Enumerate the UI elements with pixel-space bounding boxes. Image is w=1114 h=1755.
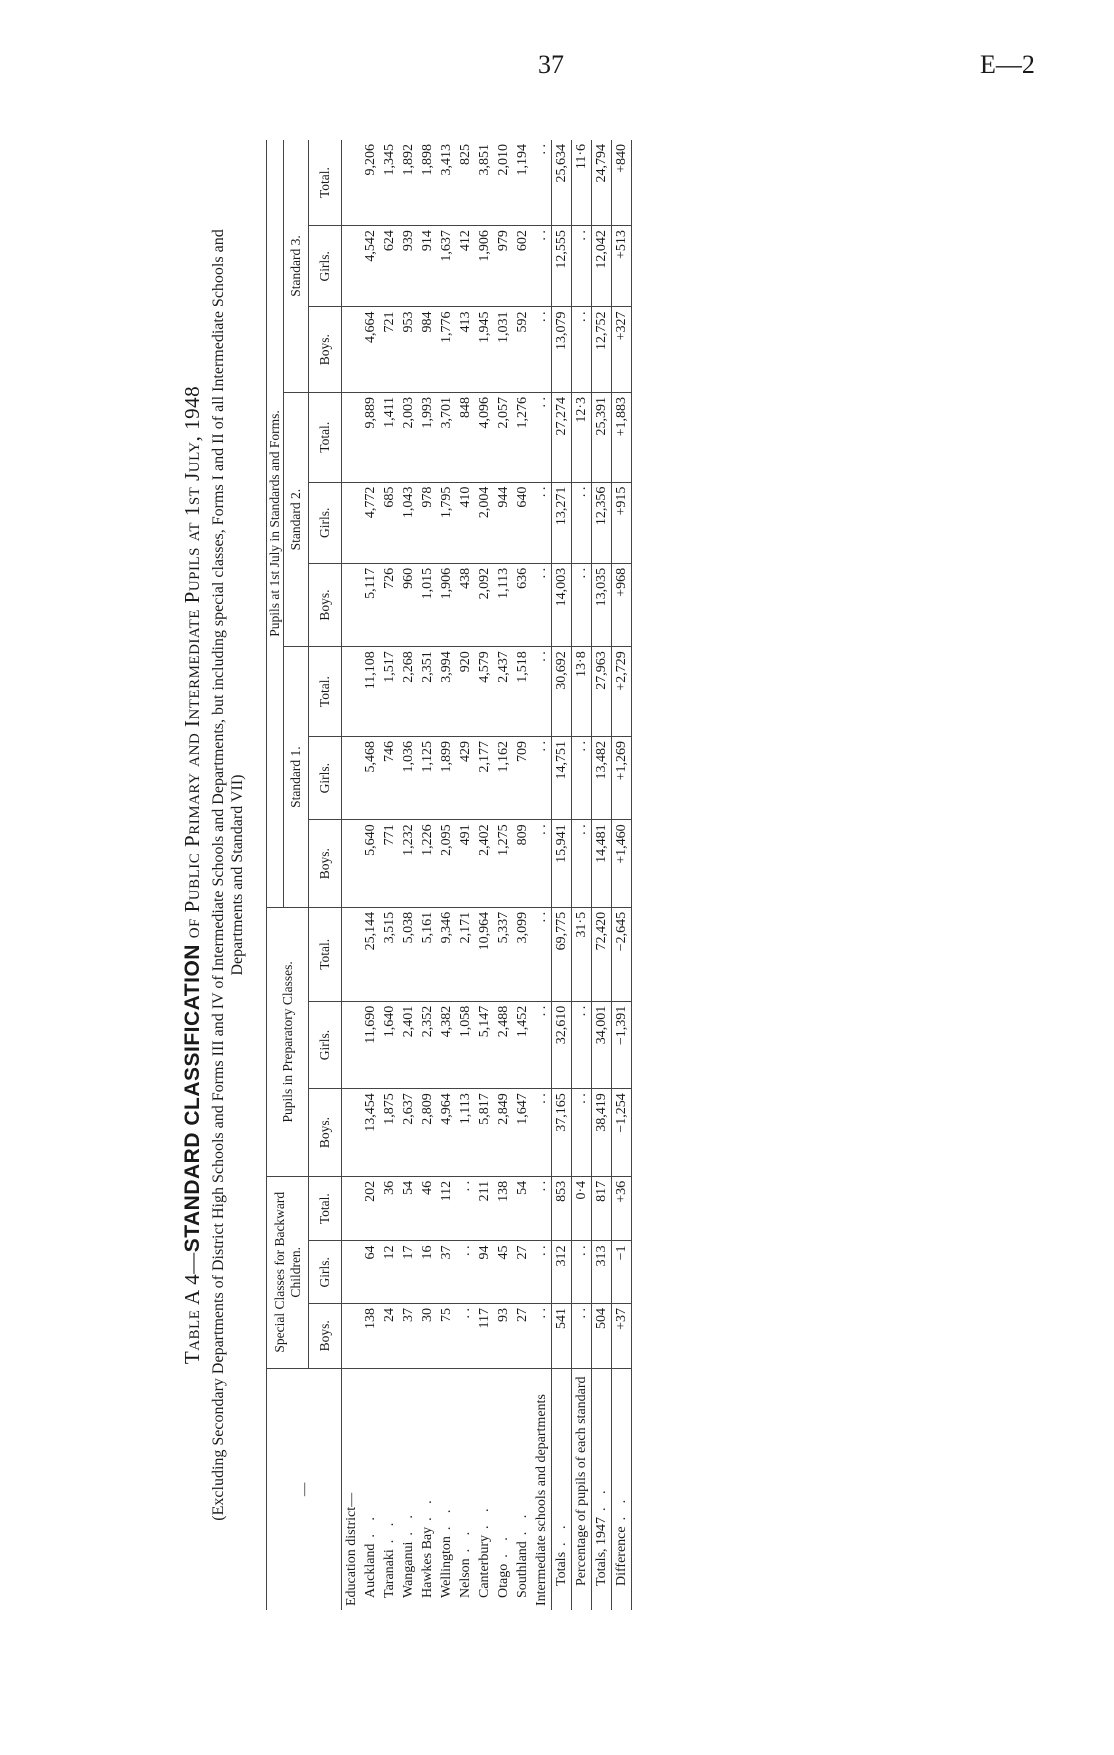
table-cell: 138 (361, 1304, 380, 1369)
table-cell: . . (572, 1001, 592, 1089)
col-girls: Girls. (309, 482, 342, 563)
row-label-text: Totals, 1947 (594, 1516, 609, 1586)
col-girls: Girls. (309, 226, 342, 307)
table-cell: 34,001 (592, 1001, 612, 1089)
table-cell: +1,460 (612, 820, 632, 908)
table-cell: 1,226 (418, 820, 437, 908)
table-cell: 30 (418, 1304, 437, 1369)
table-cell: 14,751 (552, 736, 572, 819)
table-cell: . . (572, 1241, 592, 1304)
table-cell: +36 (612, 1176, 632, 1241)
row-label-text: Canterbury (477, 1535, 492, 1598)
table-cell: . . (534, 144, 549, 155)
table-cell: +327 (612, 307, 632, 392)
table-cell: 412 (456, 226, 475, 307)
table-row (418, 140, 437, 1610)
table-cell: . . (532, 1089, 552, 1177)
stub-header: — (267, 1368, 342, 1610)
table-cell: 13,454 (361, 1089, 380, 1177)
table-cell: 10,964 (475, 907, 494, 1001)
table-cell: 5,817 (475, 1089, 494, 1177)
table-cell: 541 (552, 1304, 572, 1369)
table-cell: . . (572, 736, 592, 819)
table-cell: . . (456, 1241, 475, 1304)
table-cell: 11,108 (361, 647, 380, 737)
table-cell: 5,337 (494, 907, 513, 1001)
table-cell: 30,692 (552, 647, 572, 737)
table-subtitle: (Excluding Secondary Departments of District High Schools and Forms III and IV of Intermediate Schools and Departments, but including special classes, Forms I and II of all Intermediate Schools and Departments and Standard VII) (210, 229, 246, 1521)
table-cell: 13,079 (552, 307, 572, 392)
col-girls: Girls. (309, 1241, 342, 1304)
row-label-text: Hawkes Bay (420, 1526, 435, 1598)
table-cell: 746 (380, 736, 399, 819)
table-cell: 17 (399, 1241, 418, 1304)
leader-dots (534, 1388, 549, 1394)
table-cell: 14,481 (592, 820, 612, 908)
table-cell: 32,610 (552, 1001, 572, 1089)
table-cell: 2,268 (399, 647, 418, 737)
table-row (532, 140, 552, 1610)
table-cell: 5,161 (418, 907, 437, 1001)
table-cell: 853 (552, 1176, 572, 1241)
table-cell: . . (572, 1304, 592, 1369)
table-cell: . . (532, 482, 552, 563)
row-label (513, 1368, 532, 1610)
table-cell: 9,206 (363, 144, 378, 176)
table-cell: 1,113 (494, 563, 513, 646)
table-cell: +513 (612, 226, 632, 307)
row-label (418, 1368, 437, 1610)
row-label-text: Auckland (363, 1543, 378, 1598)
table-cell: 4,664 (361, 307, 380, 392)
table-row (456, 140, 475, 1610)
row-label (456, 1368, 475, 1610)
table-cell: +37 (612, 1304, 632, 1369)
table-cell: 1,162 (494, 736, 513, 819)
table-cell: 2,004 (475, 482, 494, 563)
page-number: 37 (538, 50, 564, 79)
classification-table (266, 140, 632, 1610)
col-total: Total. (309, 907, 342, 1001)
table-cell: 13·8 (572, 647, 592, 737)
row-label (380, 1368, 399, 1610)
table-cell: 11,690 (361, 1001, 380, 1089)
table-cell: 3,701 (437, 392, 456, 482)
row-label (494, 1368, 513, 1610)
col-boys: Boys. (309, 563, 342, 646)
table-cell: . . (532, 820, 552, 908)
table-cell: . . (572, 307, 592, 392)
leader-dots: . . (554, 1520, 569, 1546)
table-cell: 953 (399, 307, 418, 392)
row-label-text: Wanganui (401, 1541, 416, 1598)
table-cell: 12,752 (592, 307, 612, 392)
table-cell: 37 (437, 1241, 456, 1304)
row-label (592, 1368, 612, 1610)
table-cell: . . (572, 226, 592, 307)
col-boys: Boys. (309, 820, 342, 908)
table-cell: . . (456, 1176, 475, 1241)
row-label (572, 1368, 592, 1610)
table-cell: 1,031 (494, 307, 513, 392)
table-cell: 12 (380, 1241, 399, 1304)
row-label-text: Totals (554, 1551, 569, 1586)
table-cell: 0·4 (572, 1176, 592, 1241)
table-cell: 978 (418, 482, 437, 563)
table-cell: . . (532, 647, 552, 737)
row-label-text: Wellington (439, 1536, 454, 1598)
table-cell: 2,095 (437, 820, 456, 908)
table-cell: 38,419 (592, 1089, 612, 1177)
table-title (180, 140, 205, 1610)
table-cell: 3,099 (513, 907, 532, 1001)
col-boys: Boys. (309, 1089, 342, 1177)
table-cell: 138 (494, 1176, 513, 1241)
table-cell: 313 (592, 1241, 612, 1304)
table-cell: +1,883 (612, 392, 632, 482)
standard-3-header: Standard 3. (284, 140, 309, 392)
table-cell: +968 (612, 563, 632, 646)
leader-dots: . . (496, 1532, 511, 1558)
leader-dots: . . (401, 1510, 416, 1536)
table-cell: 12·3 (572, 392, 592, 482)
table-cell: 1,795 (437, 482, 456, 563)
table-cell: 5,468 (361, 736, 380, 819)
table-cell: . . (532, 736, 552, 819)
table-cell: 16 (418, 1241, 437, 1304)
table-cell: . . (456, 1304, 475, 1369)
table-cell: 2,351 (418, 647, 437, 737)
report-series: E—2 (980, 50, 1035, 79)
section-label: Education district— (342, 1368, 362, 1610)
table-cell: 75 (437, 1304, 456, 1369)
leader-dots: . . (458, 1526, 473, 1553)
table-cell: 12,356 (592, 482, 612, 563)
row-label-text: Otago (496, 1563, 511, 1598)
leader-dots: . . (614, 1494, 629, 1521)
table-cell: 920 (456, 647, 475, 737)
table-cell: 2,092 (475, 563, 494, 646)
table-cell: 624 (380, 226, 399, 307)
table-cell: −1 (612, 1241, 632, 1304)
standard-2-header: Standard 2. (284, 392, 309, 646)
table-cell: 93 (494, 1304, 513, 1369)
table-cell: 9,889 (361, 392, 380, 482)
table-cell: 1,232 (399, 820, 418, 908)
col-total: Total. (309, 1176, 342, 1241)
table-heading: STANDARD CLASSIFICATION (181, 944, 204, 1253)
table-cell: 27,963 (592, 647, 612, 737)
standards-header: Pupils at 1st July in Standards and Forms. (267, 140, 284, 907)
table-row (552, 140, 572, 1610)
table-cell: 2,003 (399, 392, 418, 482)
table-body (342, 140, 632, 1610)
table-cell: 944 (494, 482, 513, 563)
table-cell: 4,382 (437, 1001, 456, 1089)
table-cell: 5,117 (361, 563, 380, 646)
table-cell: 13,482 (592, 736, 612, 819)
table-cell: 25,634 (552, 140, 572, 226)
table-cell: 1,899 (437, 736, 456, 819)
table-cell: −2,645 (612, 907, 632, 1001)
table-cell: 1,345 (382, 144, 397, 176)
table-cell: 1,906 (475, 226, 494, 307)
table-cell: 1,518 (513, 647, 532, 737)
leader-dots: . . (439, 1504, 454, 1531)
table-cell: 25,144 (361, 907, 380, 1001)
table-cell: 12,555 (552, 226, 572, 307)
table-cell: 1,043 (399, 482, 418, 563)
table-cell: 24,794 (592, 140, 612, 226)
table-cell: 4,542 (361, 226, 380, 307)
table-cell: 46 (418, 1176, 437, 1241)
table-cell: 809 (513, 820, 532, 908)
row-label (399, 1368, 418, 1610)
table-cell: 1,637 (437, 226, 456, 307)
row-label-text: Southland (515, 1541, 530, 1598)
table-row (475, 140, 494, 1610)
table-cell: 27 (513, 1304, 532, 1369)
table-row (592, 140, 612, 1610)
table-cell: . . (532, 307, 552, 392)
table-cell: 1,036 (399, 736, 418, 819)
col-total: Total. (309, 647, 342, 737)
table-cell: 1,276 (513, 392, 532, 482)
table-cell: 3,515 (380, 907, 399, 1001)
table-cell: 960 (399, 563, 418, 646)
table-row (380, 140, 399, 1610)
table-cell: 2,171 (456, 907, 475, 1001)
row-label (532, 1368, 552, 1610)
table-cell: 25,391 (592, 392, 612, 482)
table-cell: 94 (475, 1241, 494, 1304)
table-cell: 592 (513, 307, 532, 392)
table-cell: 54 (399, 1176, 418, 1241)
table-cell: 1,906 (437, 563, 456, 646)
table-cell: 211 (475, 1176, 494, 1241)
table-cell: . . (532, 907, 552, 1001)
leader-dots: . . (382, 1517, 397, 1544)
table-cell: 504 (592, 1304, 612, 1369)
special-classes-header: Special Classes for Backward Children. (267, 1176, 309, 1368)
table-cell: 12,042 (592, 226, 612, 307)
table-cell: 1,058 (456, 1001, 475, 1089)
table-cell: 1,875 (380, 1089, 399, 1177)
table-cell: 2,057 (494, 392, 513, 482)
table-cell: −1,391 (612, 1001, 632, 1089)
table-cell: 5,640 (361, 820, 380, 908)
table-title-rest: of Public Primary and Intermediate Pupils at 1st July, 1948 (180, 385, 204, 945)
table-cell: 45 (494, 1241, 513, 1304)
row-label (437, 1368, 456, 1610)
table-cell: +840 (612, 140, 632, 226)
table-cell: 112 (437, 1176, 456, 1241)
table-cell: 11·6 (572, 140, 592, 226)
table-cell: 3,994 (437, 647, 456, 737)
row-label-text: Taranaki (382, 1549, 397, 1598)
table-cell: 1,898 (420, 144, 435, 176)
table-row (361, 140, 380, 1610)
table-cell: 202 (361, 1176, 380, 1241)
table-cell: 3,851 (477, 144, 492, 176)
table-cell: 4,964 (437, 1089, 456, 1177)
table-cell: −1,254 (612, 1089, 632, 1177)
leader-dots: . . (515, 1509, 530, 1536)
table-cell: +915 (612, 482, 632, 563)
table-cell: 31·5 (572, 907, 592, 1001)
table-cell: 2,402 (475, 820, 494, 908)
table-cell: 1,113 (456, 1089, 475, 1177)
leader-dots: . . (477, 1503, 492, 1530)
table-cell: 1,993 (418, 392, 437, 482)
table-cell: . . (532, 1176, 552, 1241)
table-cell: 2,352 (418, 1001, 437, 1089)
table-cell: 1,275 (494, 820, 513, 908)
table-cell: 1,015 (418, 563, 437, 646)
table-cell: 2,437 (494, 647, 513, 737)
table-cell: 709 (513, 736, 532, 819)
table-cell: 72,420 (592, 907, 612, 1001)
col-total: Total. (309, 392, 342, 482)
leader-dots: . . (594, 1485, 609, 1511)
table-cell: 640 (513, 482, 532, 563)
table-cell: 2,637 (399, 1089, 418, 1177)
table-cell: . . (532, 1001, 552, 1089)
table-cell: 1,452 (513, 1001, 532, 1089)
table-cell: . . (572, 820, 592, 908)
table-cell: 2,488 (494, 1001, 513, 1089)
table-cell: 1,411 (380, 392, 399, 482)
table-row (437, 140, 456, 1610)
table-cell: 914 (418, 226, 437, 307)
table-cell: 27 (513, 1241, 532, 1304)
row-label (475, 1368, 494, 1610)
table-cell: . . (532, 226, 552, 307)
table-cell: 825 (458, 144, 473, 165)
table-cell: 13,035 (592, 563, 612, 646)
table-cell: 685 (380, 482, 399, 563)
table-cell: 491 (456, 820, 475, 908)
row-label (361, 1368, 380, 1610)
table-cell: 4,579 (475, 647, 494, 737)
row-label-text: Nelson (458, 1558, 473, 1598)
table-cell: 2,010 (496, 144, 511, 176)
table-cell: 54 (513, 1176, 532, 1241)
table-cell: 9,346 (437, 907, 456, 1001)
table-cell: 37,165 (552, 1089, 572, 1177)
col-total: Total. (309, 140, 342, 226)
table-cell: 37 (399, 1304, 418, 1369)
table-cell: 602 (513, 226, 532, 307)
standard-1-header: Standard 1. (284, 647, 309, 908)
table-cell: 4,096 (475, 392, 494, 482)
col-boys: Boys. (309, 1304, 342, 1369)
table-cell: 2,849 (494, 1089, 513, 1177)
col-girls: Girls. (309, 736, 342, 819)
table-cell: . . (532, 1241, 552, 1304)
table-cell: 2,401 (399, 1001, 418, 1089)
table-number: Table A 4— (180, 1252, 204, 1365)
table-cell: 1,640 (380, 1001, 399, 1089)
table-cell: 36 (380, 1176, 399, 1241)
table-cell: . . (532, 392, 552, 482)
table-cell: 636 (513, 563, 532, 646)
table-cell: 939 (399, 226, 418, 307)
table-cell: 438 (456, 563, 475, 646)
table-cell: 817 (592, 1176, 612, 1241)
table-cell: 312 (552, 1241, 572, 1304)
leader-dots (574, 1370, 589, 1376)
table-cell: 979 (494, 226, 513, 307)
table-cell: 27,274 (552, 392, 572, 482)
col-girls: Girls. (309, 1001, 342, 1089)
table-cell: 413 (456, 307, 475, 392)
table-cell: 771 (380, 820, 399, 908)
table-row (612, 140, 632, 1610)
table-cell: 410 (456, 482, 475, 563)
leader-dots: . . (363, 1512, 378, 1538)
table-cell: +2,729 (612, 647, 632, 737)
table-cell: 2,809 (418, 1089, 437, 1177)
row-label (552, 1368, 572, 1610)
leader-dots: . . (420, 1495, 435, 1521)
table-cell: 117 (475, 1304, 494, 1369)
table-cell: . . (532, 563, 552, 646)
table-cell: 13,271 (552, 482, 572, 563)
table-cell: 1,892 (401, 144, 416, 176)
table-cell: 3,413 (439, 144, 454, 176)
table-row (572, 140, 592, 1610)
table-cell: 4,772 (361, 482, 380, 563)
table-cell: 69,775 (552, 907, 572, 1001)
table-cell: . . (572, 482, 592, 563)
table-cell: 14,003 (552, 563, 572, 646)
preparatory-header: Pupils in Preparatory Classes. (267, 907, 309, 1176)
table-cell: 984 (418, 307, 437, 392)
table-cell: 64 (361, 1241, 380, 1304)
row-label-text: Percentage of pupils of each standard (573, 1376, 589, 1586)
table-cell: 1,517 (380, 647, 399, 737)
rotated-table-page (180, 140, 1114, 1610)
table-cell: 721 (380, 307, 399, 392)
table-cell: 1,945 (475, 307, 494, 392)
col-boys: Boys. (309, 307, 342, 392)
table-cell: 1,647 (513, 1089, 532, 1177)
table-row (513, 140, 532, 1610)
table-cell: 1,194 (515, 144, 530, 176)
table-cell: 5,147 (475, 1001, 494, 1089)
table-cell: 2,177 (475, 736, 494, 819)
table-cell: 429 (456, 736, 475, 819)
table-row (494, 140, 513, 1610)
table-cell: 726 (380, 563, 399, 646)
table-cell: 15,941 (552, 820, 572, 908)
table-cell: . . (532, 1304, 552, 1369)
table-cell: +1,269 (612, 736, 632, 819)
table-cell: . . (572, 563, 592, 646)
row-label-text: Intermediate schools and departments (533, 1394, 549, 1606)
table-cell: 848 (456, 392, 475, 482)
row-label (612, 1368, 632, 1610)
table-cell: 1,125 (418, 736, 437, 819)
table-row (399, 140, 418, 1610)
table-cell: 1,776 (437, 307, 456, 392)
row-label-text: Difference (614, 1526, 629, 1586)
table-cell: 24 (380, 1304, 399, 1369)
table-cell: . . (572, 1089, 592, 1177)
table-cell: 5,038 (399, 907, 418, 1001)
